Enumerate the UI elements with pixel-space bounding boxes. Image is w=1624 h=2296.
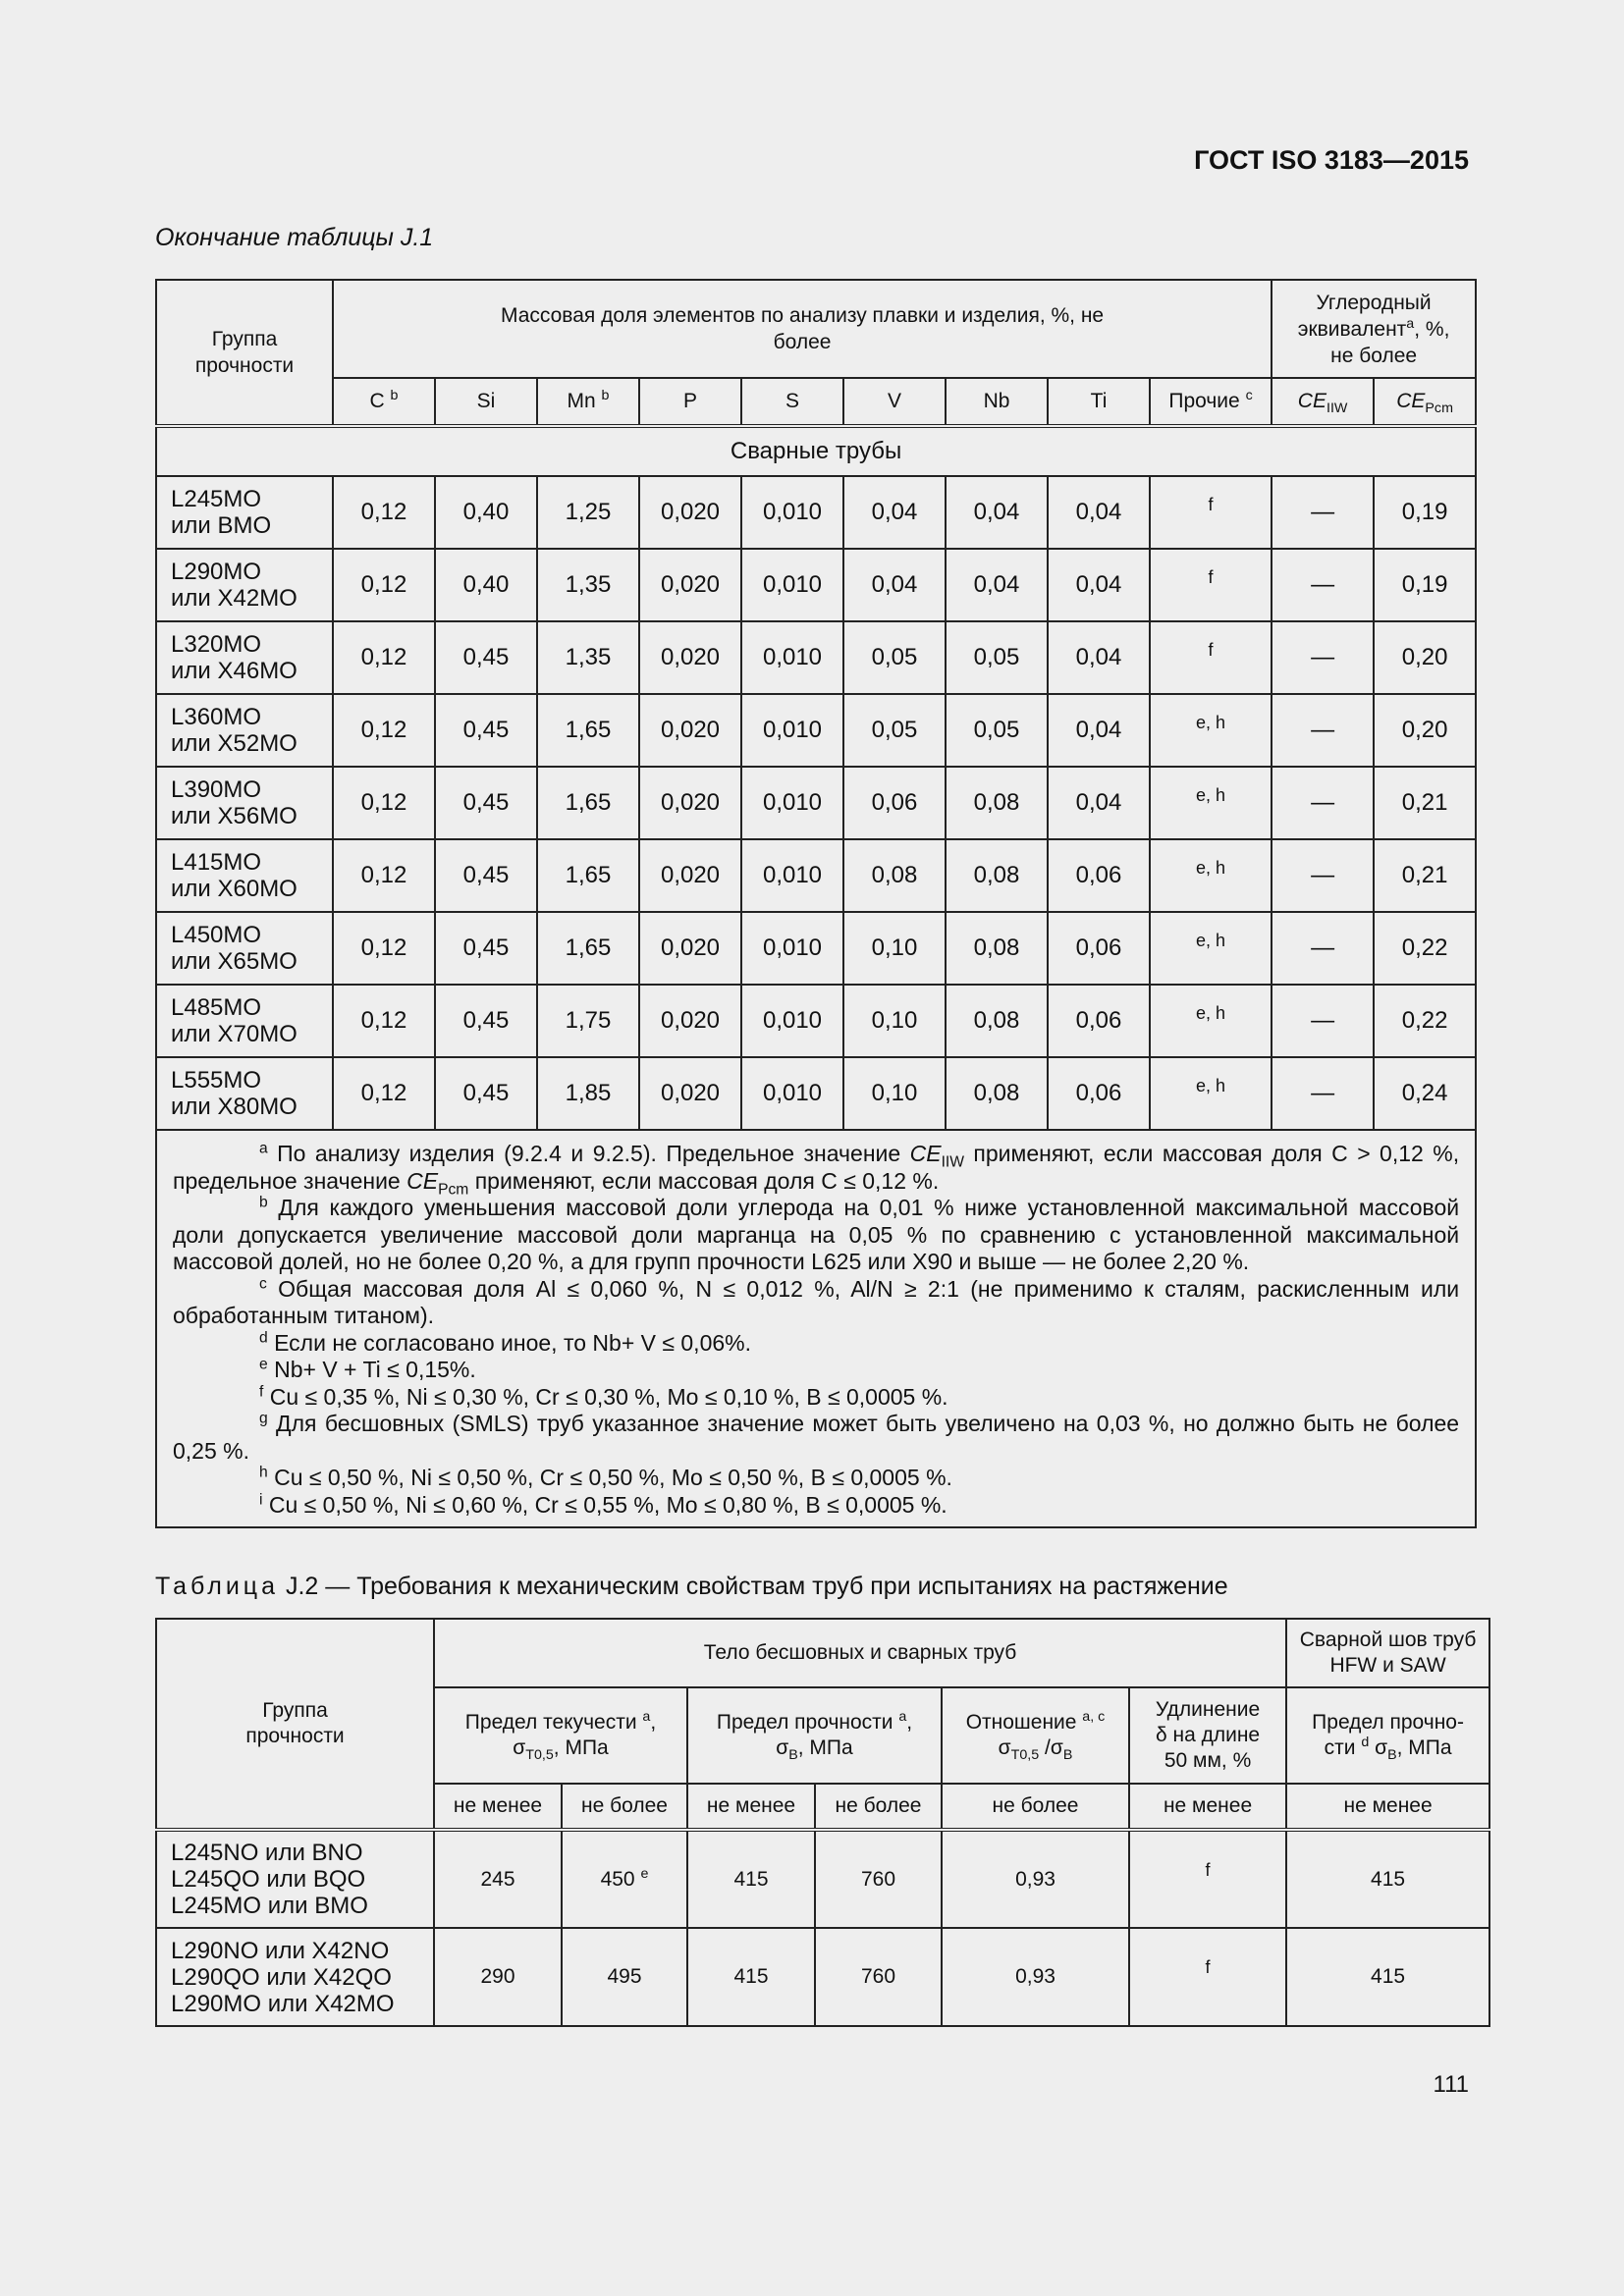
table-cell: 0,020	[639, 985, 741, 1057]
cell-ce-iiw: —	[1272, 621, 1374, 694]
footnote-text: Общая массовая доля Al ≤ 0,060 %, N ≤ 0,012 %, Al/N ≥ 2:1 (не применимо к сталям, раскисленным или обработанным титаном).	[173, 1275, 1460, 1328]
col-header-label: Прочие	[1168, 390, 1240, 412]
cell-yield-max	[562, 1928, 687, 2026]
cell-other: f	[1150, 621, 1272, 694]
header-group: Группа прочности	[156, 280, 333, 426]
cell-ce-pcm: 0,22	[1374, 912, 1476, 985]
cell-elongation: f	[1129, 1830, 1286, 1928]
table-cell: 0,010	[741, 549, 843, 621]
col-header	[537, 378, 639, 426]
table-cell: 0,020	[639, 549, 741, 621]
row-group	[156, 839, 333, 912]
col-header-label: Nb	[983, 390, 1010, 412]
t2-header-ratio	[942, 1687, 1129, 1784]
table-cell: 0,04	[946, 476, 1048, 549]
row-group	[156, 1057, 333, 1130]
row-group-line: или X60MO	[171, 876, 298, 902]
footnote-text: Cu ≤ 0,35 %, Ni ≤ 0,30 %, Cr ≤ 0,30 %, Mo ≤ 0,10 %, B ≤ 0,0005 %.	[269, 1383, 948, 1410]
table-cell: 1,65	[537, 694, 639, 767]
table-cell: 0,020	[639, 621, 741, 694]
row-group-line: L290MO	[171, 559, 262, 585]
table-cell: 0,04	[1048, 476, 1150, 549]
ce-col-sub: IIW	[1326, 400, 1348, 417]
row-group-line: или BMO	[171, 512, 272, 539]
row-group-line: L450MO	[171, 922, 262, 948]
table-cell: 0,04	[946, 549, 1048, 621]
footnote	[173, 1357, 1459, 1384]
t2-header-tensile	[687, 1687, 942, 1784]
row-group	[156, 1830, 434, 1928]
table-cell: 0,010	[741, 912, 843, 985]
table-row	[156, 549, 1476, 621]
cell-ce-pcm: 0,20	[1374, 694, 1476, 767]
row-group-line: L555MO	[171, 1067, 262, 1094]
row-group-line: L485MO	[171, 994, 262, 1021]
header-mass-fraction-text: Массовая доля элементов по анализу плавки и изделия, %, не более	[500, 304, 1105, 353]
cell-ce-iiw: —	[1272, 839, 1374, 912]
table-row	[156, 1830, 1489, 1928]
cell-yield-max	[562, 1830, 687, 1928]
t2-subheader: не более	[942, 1784, 1129, 1830]
table-cell: 0,020	[639, 839, 741, 912]
row-group-line: L290NO или X42NO	[171, 1937, 390, 1964]
cell-other: f	[1150, 476, 1272, 549]
document-header: ГОСТ ISO 3183—2015	[1194, 145, 1469, 175]
table-cell: 0,08	[946, 985, 1048, 1057]
table-j2-caption-word: Таблица	[155, 1573, 280, 1600]
col-header-label: Si	[476, 390, 496, 412]
cell-ce-pcm: 0,21	[1374, 839, 1476, 912]
section-title: Сварные трубы	[156, 426, 1476, 476]
footnote-text: Если не согласовано иное, то Nb+ V ≤ 0,06%.	[274, 1329, 751, 1356]
tensile-label: Предел прочности	[716, 1711, 899, 1734]
row-group-line: L245NO или BNO	[171, 1840, 363, 1866]
footnote-mark: i	[259, 1490, 263, 1508]
row-group-line: или X70MO	[171, 1021, 298, 1047]
col-header	[1048, 378, 1150, 426]
cell-tensile-min: 415	[687, 1830, 815, 1928]
col-header	[435, 378, 537, 426]
weld-tensile-sup: d	[1361, 1735, 1370, 1750]
table-cell: 0,10	[843, 912, 946, 985]
yield-sub: T0,5	[525, 1747, 554, 1764]
cell-ce-pcm: 0,19	[1374, 549, 1476, 621]
table-cell: 0,020	[639, 1057, 741, 1130]
table-j2-caption	[155, 1573, 1228, 1601]
col-header	[741, 378, 843, 426]
header-ce-sup: a	[1406, 315, 1415, 332]
row-group	[156, 985, 333, 1057]
tensile-sub: В	[788, 1747, 798, 1764]
table-cell: 0,12	[333, 767, 435, 839]
row-group-line: или X42MO	[171, 585, 298, 612]
col-header-label: Mn	[567, 390, 596, 412]
table-cell: 0,010	[741, 621, 843, 694]
cell-ce-iiw: —	[1272, 1057, 1374, 1130]
header-ce-text: Углеродный эквивалент	[1297, 291, 1432, 341]
footnote	[173, 1276, 1459, 1330]
cell-ce-iiw: —	[1272, 912, 1374, 985]
cell-other: f	[1150, 549, 1272, 621]
table-j2	[155, 1618, 1490, 2027]
table-row	[156, 767, 1476, 839]
table-cell: 0,020	[639, 912, 741, 985]
t2-header-body: Тело бесшовных и сварных труб	[434, 1619, 1286, 1687]
cell-ce-pcm: 0,24	[1374, 1057, 1476, 1130]
footnote-text: Для бесшовных (SMLS) труб указанное значение может быть увеличено на 0,03 %, но должно быть не более 0,25 %.	[173, 1411, 1460, 1464]
row-group	[156, 694, 333, 767]
cell-weld-tensile: 415	[1286, 1830, 1489, 1928]
table-row	[156, 839, 1476, 912]
table-cell: 0,020	[639, 767, 741, 839]
table-cell: 0,12	[333, 1057, 435, 1130]
table-cell: 1,25	[537, 476, 639, 549]
tensile-sup: a	[898, 1709, 907, 1725]
table-cell: 0,010	[741, 767, 843, 839]
row-group	[156, 1928, 434, 2026]
table-cell: 0,08	[946, 912, 1048, 985]
footnote-sub: Pcm	[438, 1181, 469, 1199]
table-cell: 0,45	[435, 767, 537, 839]
cell-other: e, h	[1150, 912, 1272, 985]
col-header-sup: c	[1245, 388, 1253, 403]
cell-yield-max-value: 495	[607, 1965, 642, 1988]
col-header-label: V	[887, 390, 901, 412]
cell-ce-pcm: 0,19	[1374, 476, 1476, 549]
table-cell: 0,04	[1048, 621, 1150, 694]
footnote-text: применяют, если массовая доля C > 0,12 %, предельное значение	[173, 1141, 1460, 1194]
header-mass-fraction	[333, 280, 1272, 378]
cell-tensile-min: 415	[687, 1928, 815, 2026]
table-cell: 0,06	[1048, 1057, 1150, 1130]
table-cell: 0,010	[741, 476, 843, 549]
table-row	[156, 694, 1476, 767]
col-header-label: C	[369, 390, 385, 412]
table-cell: 0,010	[741, 985, 843, 1057]
table-cell: 0,04	[1048, 549, 1150, 621]
elong-l2: δ на длине	[1155, 1724, 1261, 1746]
cell-ratio: 0,93	[942, 1830, 1129, 1928]
table-cell: 0,45	[435, 839, 537, 912]
table-cell: 0,06	[843, 767, 946, 839]
footnote-text: Nb+ V + Ti ≤ 0,15%.	[274, 1357, 476, 1382]
row-group	[156, 912, 333, 985]
cell-yield-max-value: 450	[600, 1867, 635, 1891]
cell-yield-min: 290	[434, 1928, 562, 2026]
table-cell: 0,04	[1048, 767, 1150, 839]
table-cell: 0,05	[843, 694, 946, 767]
table-cell: 0,12	[333, 694, 435, 767]
col-header-sup: b	[390, 388, 399, 403]
ratio-sup: a, c	[1082, 1709, 1106, 1725]
table-cell: 0,40	[435, 476, 537, 549]
table-cell: 0,020	[639, 694, 741, 767]
page-number: 111	[1433, 2071, 1469, 2098]
section-row	[156, 426, 1476, 476]
cell-ratio: 0,93	[942, 1928, 1129, 2026]
footnote-text: Cu ≤ 0,50 %, Ni ≤ 0,60 %, Cr ≤ 0,55 %, Mo ≤ 0,80 %, B ≤ 0,0005 %.	[268, 1491, 947, 1518]
table-continuation-caption: Окончание таблицы J.1	[155, 224, 434, 251]
row-group	[156, 476, 333, 549]
footnote	[173, 1492, 1459, 1520]
cell-ce-iiw: —	[1272, 549, 1374, 621]
footnote-italic: CE	[909, 1141, 942, 1166]
row-group-line: или X80MO	[171, 1094, 298, 1120]
cell-ce-iiw: —	[1272, 767, 1374, 839]
col-header-sup: b	[601, 388, 610, 403]
col-header-label: S	[785, 390, 799, 412]
row-group-line: или X65MO	[171, 948, 298, 975]
table-cell: 1,65	[537, 839, 639, 912]
weld-tensile-label: Предел прочно-сти	[1312, 1711, 1464, 1759]
yield-sup: a	[642, 1709, 651, 1725]
table-cell: 0,05	[946, 621, 1048, 694]
table-cell: 0,010	[741, 694, 843, 767]
notes-row	[156, 1130, 1476, 1527]
yield-unit: , МПа	[553, 1736, 609, 1759]
table-j1-body	[156, 280, 1476, 1527]
cell-ce-iiw: —	[1272, 694, 1374, 767]
cell-other: e, h	[1150, 839, 1272, 912]
cell-other: e, h	[1150, 985, 1272, 1057]
table-j2-body	[156, 1619, 1489, 2026]
table-cell: 1,65	[537, 912, 639, 985]
cell-other: e, h	[1150, 694, 1272, 767]
footnote-text: По анализу изделия (9.2.4 и 9.2.5). Предельное значение	[277, 1141, 910, 1166]
table-cell: 0,12	[333, 912, 435, 985]
row-group-line: L290MO или X42MO	[171, 1990, 395, 2017]
footnote	[173, 1411, 1459, 1465]
row-group	[156, 549, 333, 621]
table-cell: 0,10	[843, 985, 946, 1057]
cell-tensile-max: 760	[815, 1928, 942, 2026]
footnote-mark: g	[259, 1410, 268, 1427]
tensile-sigma: σ	[776, 1736, 789, 1759]
footnote-mark: e	[259, 1356, 268, 1373]
row-group-line: L390MO	[171, 776, 262, 803]
cell-other: e, h	[1150, 1057, 1272, 1130]
table-cell: 0,04	[1048, 694, 1150, 767]
table-cell: 0,010	[741, 839, 843, 912]
footnote-mark: d	[259, 1328, 268, 1346]
cell-tensile-max: 760	[815, 1830, 942, 1928]
row-group-line: или X56MO	[171, 803, 298, 829]
col-header	[1150, 378, 1272, 426]
ce-col-base: CE	[1297, 390, 1326, 412]
cell-yield-min: 245	[434, 1830, 562, 1928]
table-cell: 0,12	[333, 839, 435, 912]
cell-yield-max-sup: e	[640, 1865, 649, 1882]
footnote-mark: b	[259, 1194, 268, 1211]
table-cell: 0,12	[333, 476, 435, 549]
row-group-line: L245QO или BQO	[171, 1866, 366, 1893]
ratio-sigma1: σ	[998, 1736, 1011, 1759]
yield-label: Предел текучести	[464, 1711, 643, 1734]
t2-subheader: не менее	[687, 1784, 815, 1830]
table-cell: 0,45	[435, 694, 537, 767]
ratio-sub2: В	[1062, 1747, 1073, 1764]
ce-col-base: CE	[1396, 390, 1426, 412]
cell-ce-iiw: —	[1272, 476, 1374, 549]
cell-ce-pcm: 0,21	[1374, 767, 1476, 839]
t2-header-weld: Сварной шов труб HFW и SAW	[1286, 1619, 1489, 1687]
table-cell: 1,85	[537, 1057, 639, 1130]
footnote-mark: c	[259, 1274, 267, 1292]
table-row	[156, 1057, 1476, 1130]
cell-elongation: f	[1129, 1928, 1286, 2026]
cell-ce-pcm: 0,22	[1374, 985, 1476, 1057]
tensile-comma: ,	[906, 1711, 913, 1734]
table-cell: 0,08	[946, 1057, 1048, 1130]
ce-col-header	[1272, 378, 1374, 426]
ratio-slash: /	[1039, 1736, 1051, 1759]
table-j1-column-headers	[156, 378, 1476, 426]
ratio-label: Отношение	[965, 1711, 1083, 1734]
footnote	[173, 1330, 1459, 1358]
table-cell: 0,06	[1048, 839, 1150, 912]
table-cell: 0,04	[843, 549, 946, 621]
row-group-line: L245MO или BMO	[171, 1893, 368, 1919]
t2-subheader: не более	[815, 1784, 942, 1830]
table-cell: 0,45	[435, 912, 537, 985]
table-cell: 0,12	[333, 549, 435, 621]
t2-subheader: не менее	[434, 1784, 562, 1830]
footnote-text: Cu ≤ 0,50 %, Ni ≤ 0,50 %, Cr ≤ 0,50 %, Mo ≤ 0,50 %, B ≤ 0,0005 %.	[274, 1465, 952, 1490]
table-cell: 1,75	[537, 985, 639, 1057]
yield-comma: ,	[650, 1711, 657, 1734]
footnote	[173, 1465, 1459, 1492]
weld-tensile-sub: В	[1387, 1747, 1397, 1764]
footnote	[173, 1195, 1459, 1276]
header-ce-tail: , %, не более	[1330, 317, 1450, 367]
cell-other: e, h	[1150, 767, 1272, 839]
t2-subheader: не менее	[1286, 1784, 1489, 1830]
ratio-sub1: T0,5	[1010, 1747, 1040, 1764]
row-group	[156, 767, 333, 839]
row-group-line: L290QO или X42QO	[171, 1963, 392, 1991]
ce-col-sub: Pcm	[1425, 400, 1453, 417]
col-header-label: P	[682, 390, 697, 412]
cell-ce-iiw: —	[1272, 985, 1374, 1057]
t2-header-weld-tensile	[1286, 1687, 1489, 1784]
row-group-line: L415MO	[171, 849, 262, 876]
footnote	[173, 1140, 1460, 1199]
table-row	[156, 1928, 1489, 2026]
row-group	[156, 621, 333, 694]
table-row	[156, 621, 1476, 694]
col-header	[333, 378, 435, 426]
cell-ce-pcm: 0,20	[1374, 621, 1476, 694]
weld-tensile-unit: , МПа	[1396, 1736, 1452, 1759]
table-cell: 0,010	[741, 1057, 843, 1130]
table-cell: 0,45	[435, 621, 537, 694]
table-cell: 0,05	[843, 621, 946, 694]
table-cell: 0,45	[435, 1057, 537, 1130]
table-cell: 0,10	[843, 1057, 946, 1130]
table-j2-caption-text: J.2 — Требования к механическим свойствам труб при испытаниях на растяжение	[279, 1573, 1228, 1600]
ce-col-header	[1374, 378, 1476, 426]
table-cell: 0,04	[843, 476, 946, 549]
table-row	[156, 985, 1476, 1057]
col-header	[946, 378, 1048, 426]
row-group-line: или X46MO	[171, 658, 298, 684]
footnote-mark: f	[259, 1382, 264, 1400]
t2-header-elongation	[1129, 1687, 1286, 1784]
table-notes	[156, 1130, 1476, 1527]
table-cell: 0,06	[1048, 985, 1150, 1057]
footnote-sub: IIW	[941, 1153, 964, 1171]
table-row	[156, 476, 1476, 549]
table-row	[156, 912, 1476, 985]
elong-l1: Удлинение	[1155, 1698, 1261, 1721]
row-group-line: L320MO	[171, 631, 262, 658]
footnote-text: Для каждого уменьшения массовой доли углерода на 0,01 % ниже установленной максимальной массовой доли допускается увеличение массовой доли марганца на 0,05 % по сравнению с установленной максимальной массовой долей, но не более 0,20 %, а для групп прочности L625 или X90 и выше — не более 2,20 %.	[173, 1195, 1460, 1274]
table-j1	[155, 279, 1477, 1528]
table-cell: 1,35	[537, 549, 639, 621]
table-cell: 0,020	[639, 476, 741, 549]
ratio-sigma2: σ	[1050, 1736, 1063, 1759]
t2-subheader: не менее	[1129, 1784, 1286, 1830]
col-header	[843, 378, 946, 426]
table-cell: 0,06	[1048, 912, 1150, 985]
footnote-text: применяют, если массовая доля C ≤ 0,12 %.	[468, 1167, 940, 1194]
table-cell: 0,45	[435, 985, 537, 1057]
footnote-italic: CE	[406, 1167, 439, 1194]
t2-subheader: не более	[562, 1784, 687, 1830]
elong-l3: 50 мм, %	[1164, 1749, 1252, 1772]
t2-header-group: Группа прочности	[156, 1619, 434, 1830]
row-group-line: L360MO	[171, 704, 262, 730]
weld-tensile-sigma: σ	[1369, 1736, 1388, 1759]
table-cell: 0,08	[946, 839, 1048, 912]
cell-weld-tensile: 415	[1286, 1928, 1489, 2026]
footnote	[173, 1384, 1459, 1412]
table-cell: 0,08	[843, 839, 946, 912]
table-cell: 0,08	[946, 767, 1048, 839]
table-cell: 0,12	[333, 985, 435, 1057]
footnote-mark: h	[259, 1464, 268, 1481]
footnote-mark: a	[259, 1140, 268, 1157]
table-cell: 1,35	[537, 621, 639, 694]
table-cell: 0,40	[435, 549, 537, 621]
row-group-line: или X52MO	[171, 730, 298, 757]
table-cell: 1,65	[537, 767, 639, 839]
row-group-line: L245MO	[171, 486, 262, 512]
col-header	[639, 378, 741, 426]
yield-sigma: σ	[513, 1736, 526, 1759]
table-cell: 0,12	[333, 621, 435, 694]
tensile-unit: , МПа	[797, 1736, 853, 1759]
header-carbon-equivalent	[1272, 280, 1476, 378]
t2-header-yield	[434, 1687, 687, 1784]
col-header-label: Ti	[1090, 390, 1108, 412]
table-cell: 0,05	[946, 694, 1048, 767]
